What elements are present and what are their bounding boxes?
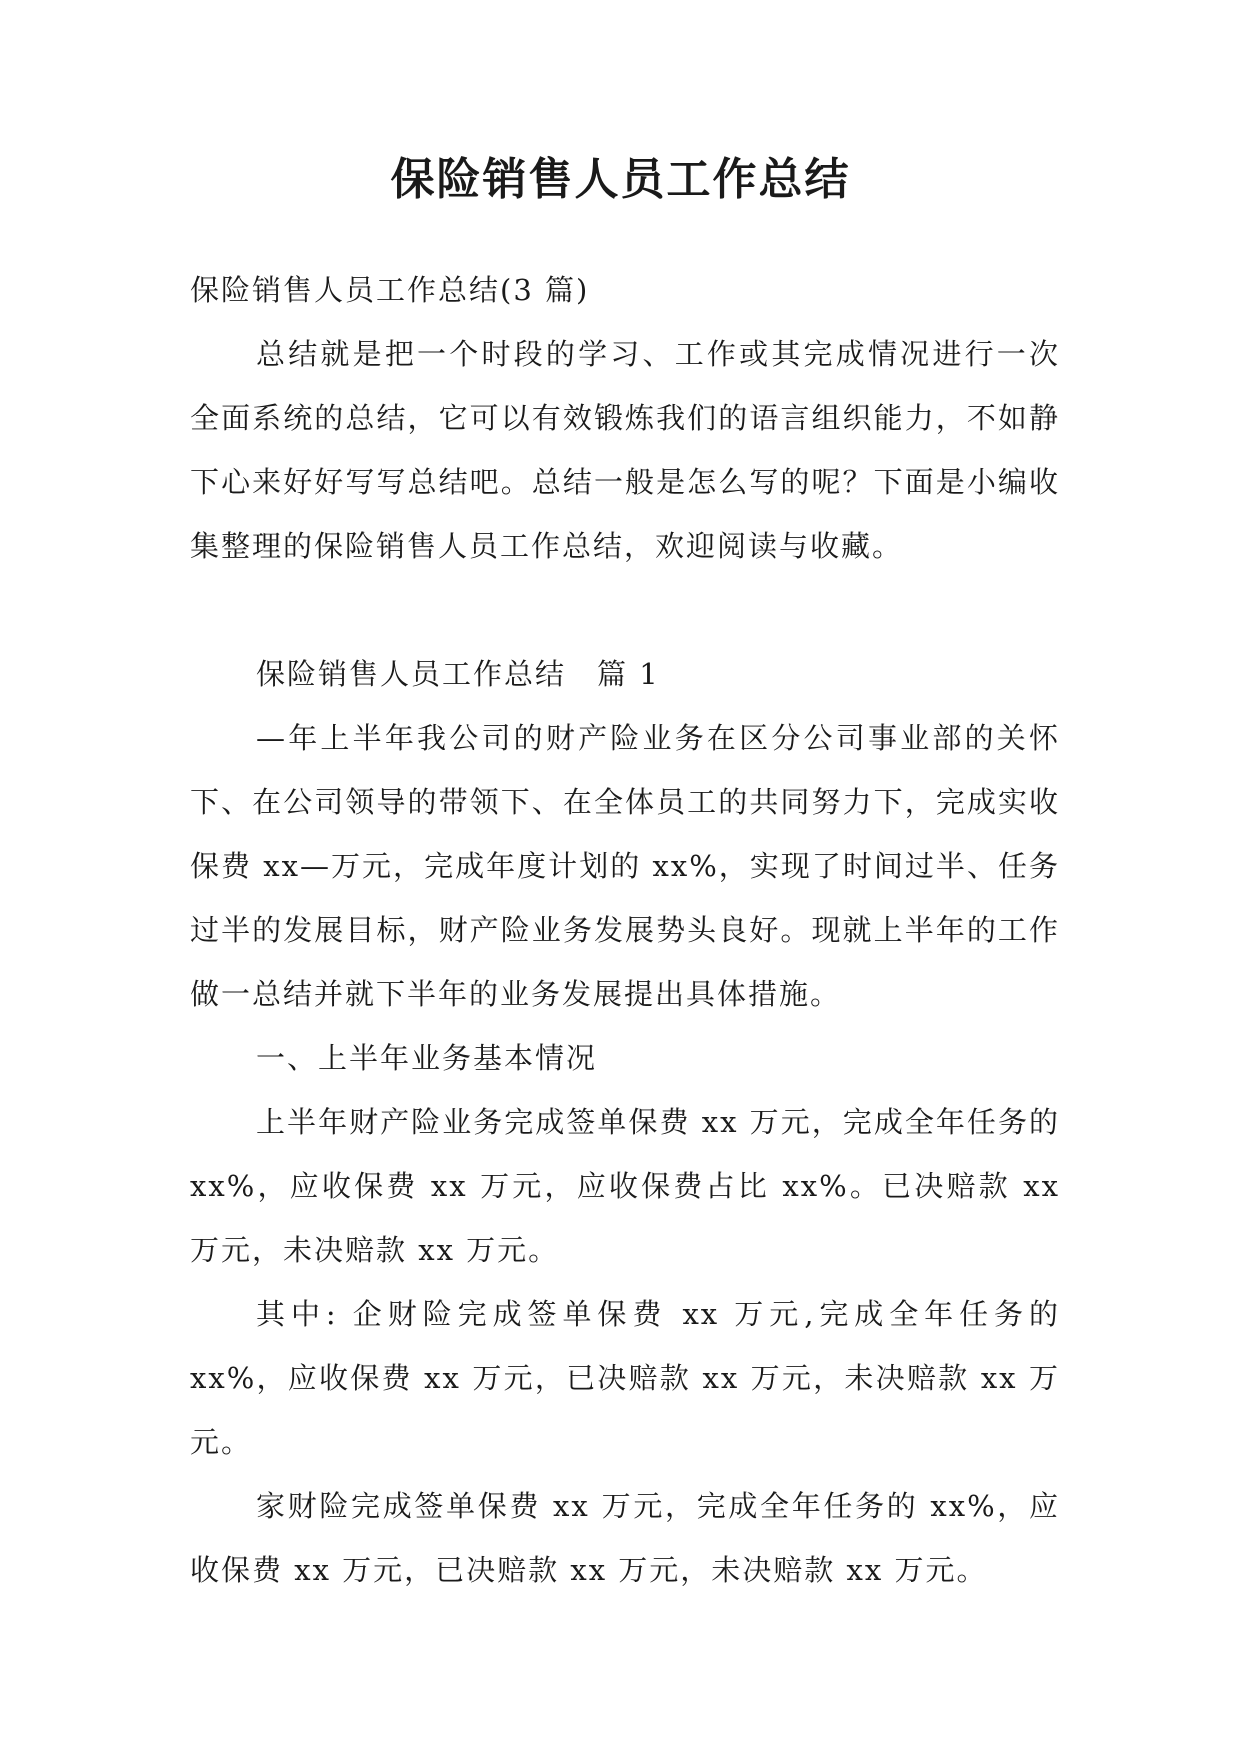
body-paragraph-4: 家财险完成签单保费 xx 万元，完成全年任务的 xx%，应收保费 xx 万元，已决赔款 xx 万元，未决赔款 xx 万元。 (190, 1489, 1060, 1587)
spacer (190, 578, 1060, 642)
subheading-1: 一、上半年业务基本情况 (256, 1041, 598, 1075)
document-title: 保险销售人员工作总结 (390, 154, 851, 205)
body-paragraph-2: 上半年财产险业务完成签单保费 xx 万元，完成全年任务的 xx%，应收保费 xx 万元，应收保费占比 xx%。已决赔款 xx 万元，未决赔款 xx 万元。 (190, 1105, 1060, 1267)
intro-paragraph: 总结就是把一个时段的学习、工作或其完成情况进行一次全面系统的总结，它可以有效锻炼我们的语言组织能力，不如静下心来好好写写总结吧。总结一般是怎么写的呢？下面是小编收集整理的保险销售人员工作总结，欢迎阅读与收藏。 (190, 337, 1060, 563)
section-heading: 保险销售人员工作总结 篇 1 (256, 657, 660, 691)
body-paragraph-3: 其中: 企财险完成签单保费 xx 万元,完成全年任务的 xx%，应收保费 xx 万元，已决赔款 xx 万元，未决赔款 xx 万元。 (190, 1297, 1060, 1459)
body-paragraph-1: —年上半年我公司的财产险业务在区分公司事业部的关怀下、在公司领导的带领下、在全体员工的共同努力下，完成实收保费 xx—万元，完成年度计划的 xx%，实现了时间过半、任务过半的发展目标，财产险业务发展势头良好。现就上半年的工作做一总结并就下半年的业务发展提出具体措施。 (190, 721, 1060, 1011)
document-subtitle: 保险销售人员工作总结(3 篇) (190, 273, 590, 307)
document-body (190, 258, 1060, 1602)
